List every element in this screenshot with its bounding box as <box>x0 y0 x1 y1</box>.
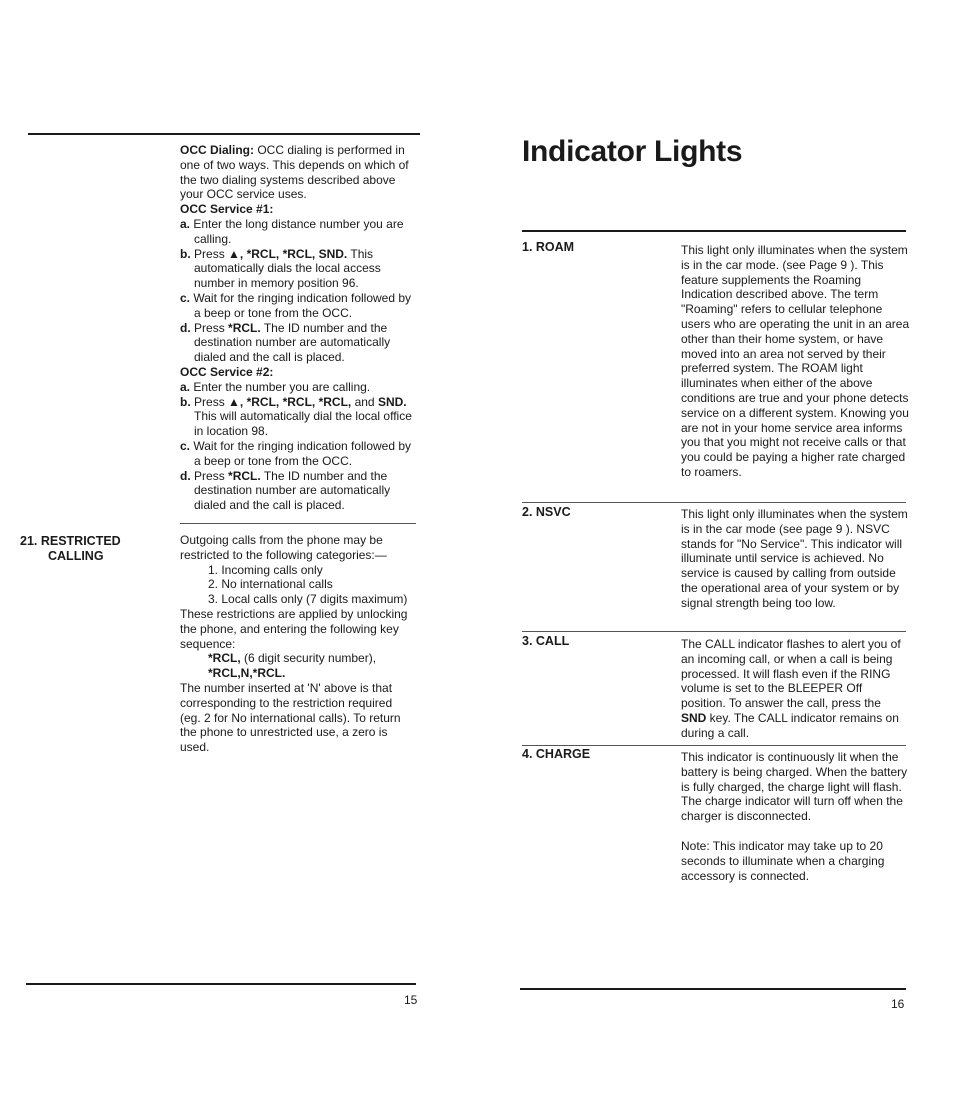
occ1-step-a: a. Enter the long distance number you are calling. <box>180 216 404 246</box>
page-number-right: 16 <box>891 997 905 1011</box>
roam-description: This light only illuminates when the system is in the car mode. (see Page 9 ). This feature supplements the Roaming Indication described above. The term "Roaming" refers to cellular telephone users who are operating the unit in an area other than their home system, or have moved into an area not served by their preferred system. The ROAM light illuminates when either of the above conditions are true and your phone detects service on a different system. Knowing you are not in your home service area informs you that you might not receive calls or that you could be paying a higher rate charged to roamers. <box>681 243 910 479</box>
occ1-step-b: b. Press ▲, *RCL, *RCL, SND. This automatically dials the local access number in memory position 96. <box>180 246 381 291</box>
restriction-item-3: 3. Local calls only (7 digits maximum) <box>208 592 408 607</box>
restricted-applied: These restrictions are applied by unlocking the phone, and entering the following key sequence: <box>180 606 408 651</box>
occ-service-2-heading: OCC Service #2: <box>180 364 274 379</box>
occ1-step-c: c. Wait for the ringing indication followed by a beep or tone from the OCC. <box>180 290 412 320</box>
occ2-step-a: a. Enter the number you are calling. <box>180 379 371 394</box>
right-top-rule <box>522 230 906 232</box>
left-top-rule <box>28 133 420 135</box>
occ2-step-d: d. Press *RCL. The ID number and the destination number are automatically dialed and the call is placed. <box>180 468 391 513</box>
key-sequence-2: *RCL,N,*RCL. <box>208 666 286 681</box>
restricted-calling-heading: 21. RESTRICTED CALLING <box>20 534 121 563</box>
page-title: Indicator Lights <box>522 135 743 168</box>
occ-dialing-block <box>180 143 416 513</box>
restriction-item-2: 2. No international calls <box>208 577 333 592</box>
occ2-step-c: c. Wait for the ringing indication followed by a beep or tone from the OCC. <box>180 438 412 468</box>
nsvc-label: 2. NSVC <box>522 505 571 519</box>
restricted-note: The number inserted at 'N' above is that corresponding to the restriction required (eg. 2 for No international calls). To return the phone to unrestricted use, a zero is used. <box>180 680 401 755</box>
page-number-left: 15 <box>404 993 418 1007</box>
call-description: The CALL indicator flashes to alert you of an incoming call, or when a call is being processed. It will flash even if the RING volume is set to the BLEEPER Off position. To answer the call, press the SND key. The CALL indicator remains on during a call. <box>681 637 901 740</box>
occ-service-1-heading: OCC Service #1: <box>180 202 274 217</box>
occ-dialing-text: OCC dialing is performed in one of two ways. This depends on which of the two dialing systems described above your OCC service uses. <box>180 143 409 202</box>
call-label: 3. CALL <box>522 634 570 648</box>
charge-label: 4. CHARGE <box>522 747 591 761</box>
occ-dialing-label: OCC Dialing: <box>180 143 254 157</box>
roam-label: 1. ROAM <box>522 240 575 254</box>
roam-divider <box>522 502 906 503</box>
restricted-calling-body <box>180 533 416 755</box>
restricted-intro: Outgoing calls from the phone may be restricted to the following categories:— <box>180 533 387 562</box>
call-divider <box>522 745 906 746</box>
occ1-step-d: d. Press *RCL. The ID number and the destination number are automatically dialed and the call is placed. <box>180 320 391 365</box>
nsvc-divider <box>522 631 906 632</box>
restriction-item-1: 1. Incoming calls only <box>208 562 323 577</box>
restricted-divider <box>180 523 416 524</box>
left-bottom-rule <box>26 983 416 985</box>
charge-note: Note: This indicator may take up to 20 seconds to illuminate when a charging accessory is connected. <box>681 838 885 883</box>
occ2-step-b: b. Press ▲, *RCL, *RCL, *RCL, and SND. This will automatically dial the local office in location 98. <box>180 394 412 439</box>
charge-description: This indicator is continuously lit when the battery is being charged. When the battery is fully charged, the charge light will flash. The charge indicator will turn off when the charger is disconnected. Note: This indicator may take up to 20 seconds to illuminate when a charging accessory is connected. <box>681 750 908 883</box>
right-bottom-rule <box>520 988 906 990</box>
nsvc-description: This light only illuminates when the system is in the car mode (see page 9 ). NSVC stands for "No Service". This indicator will illuminate until service is achieved. No service is caused by calling from outside the operational area of your system or by signal strength being too low. <box>681 507 908 610</box>
key-sequence-1: *RCL, (6 digit security number), <box>208 651 377 666</box>
